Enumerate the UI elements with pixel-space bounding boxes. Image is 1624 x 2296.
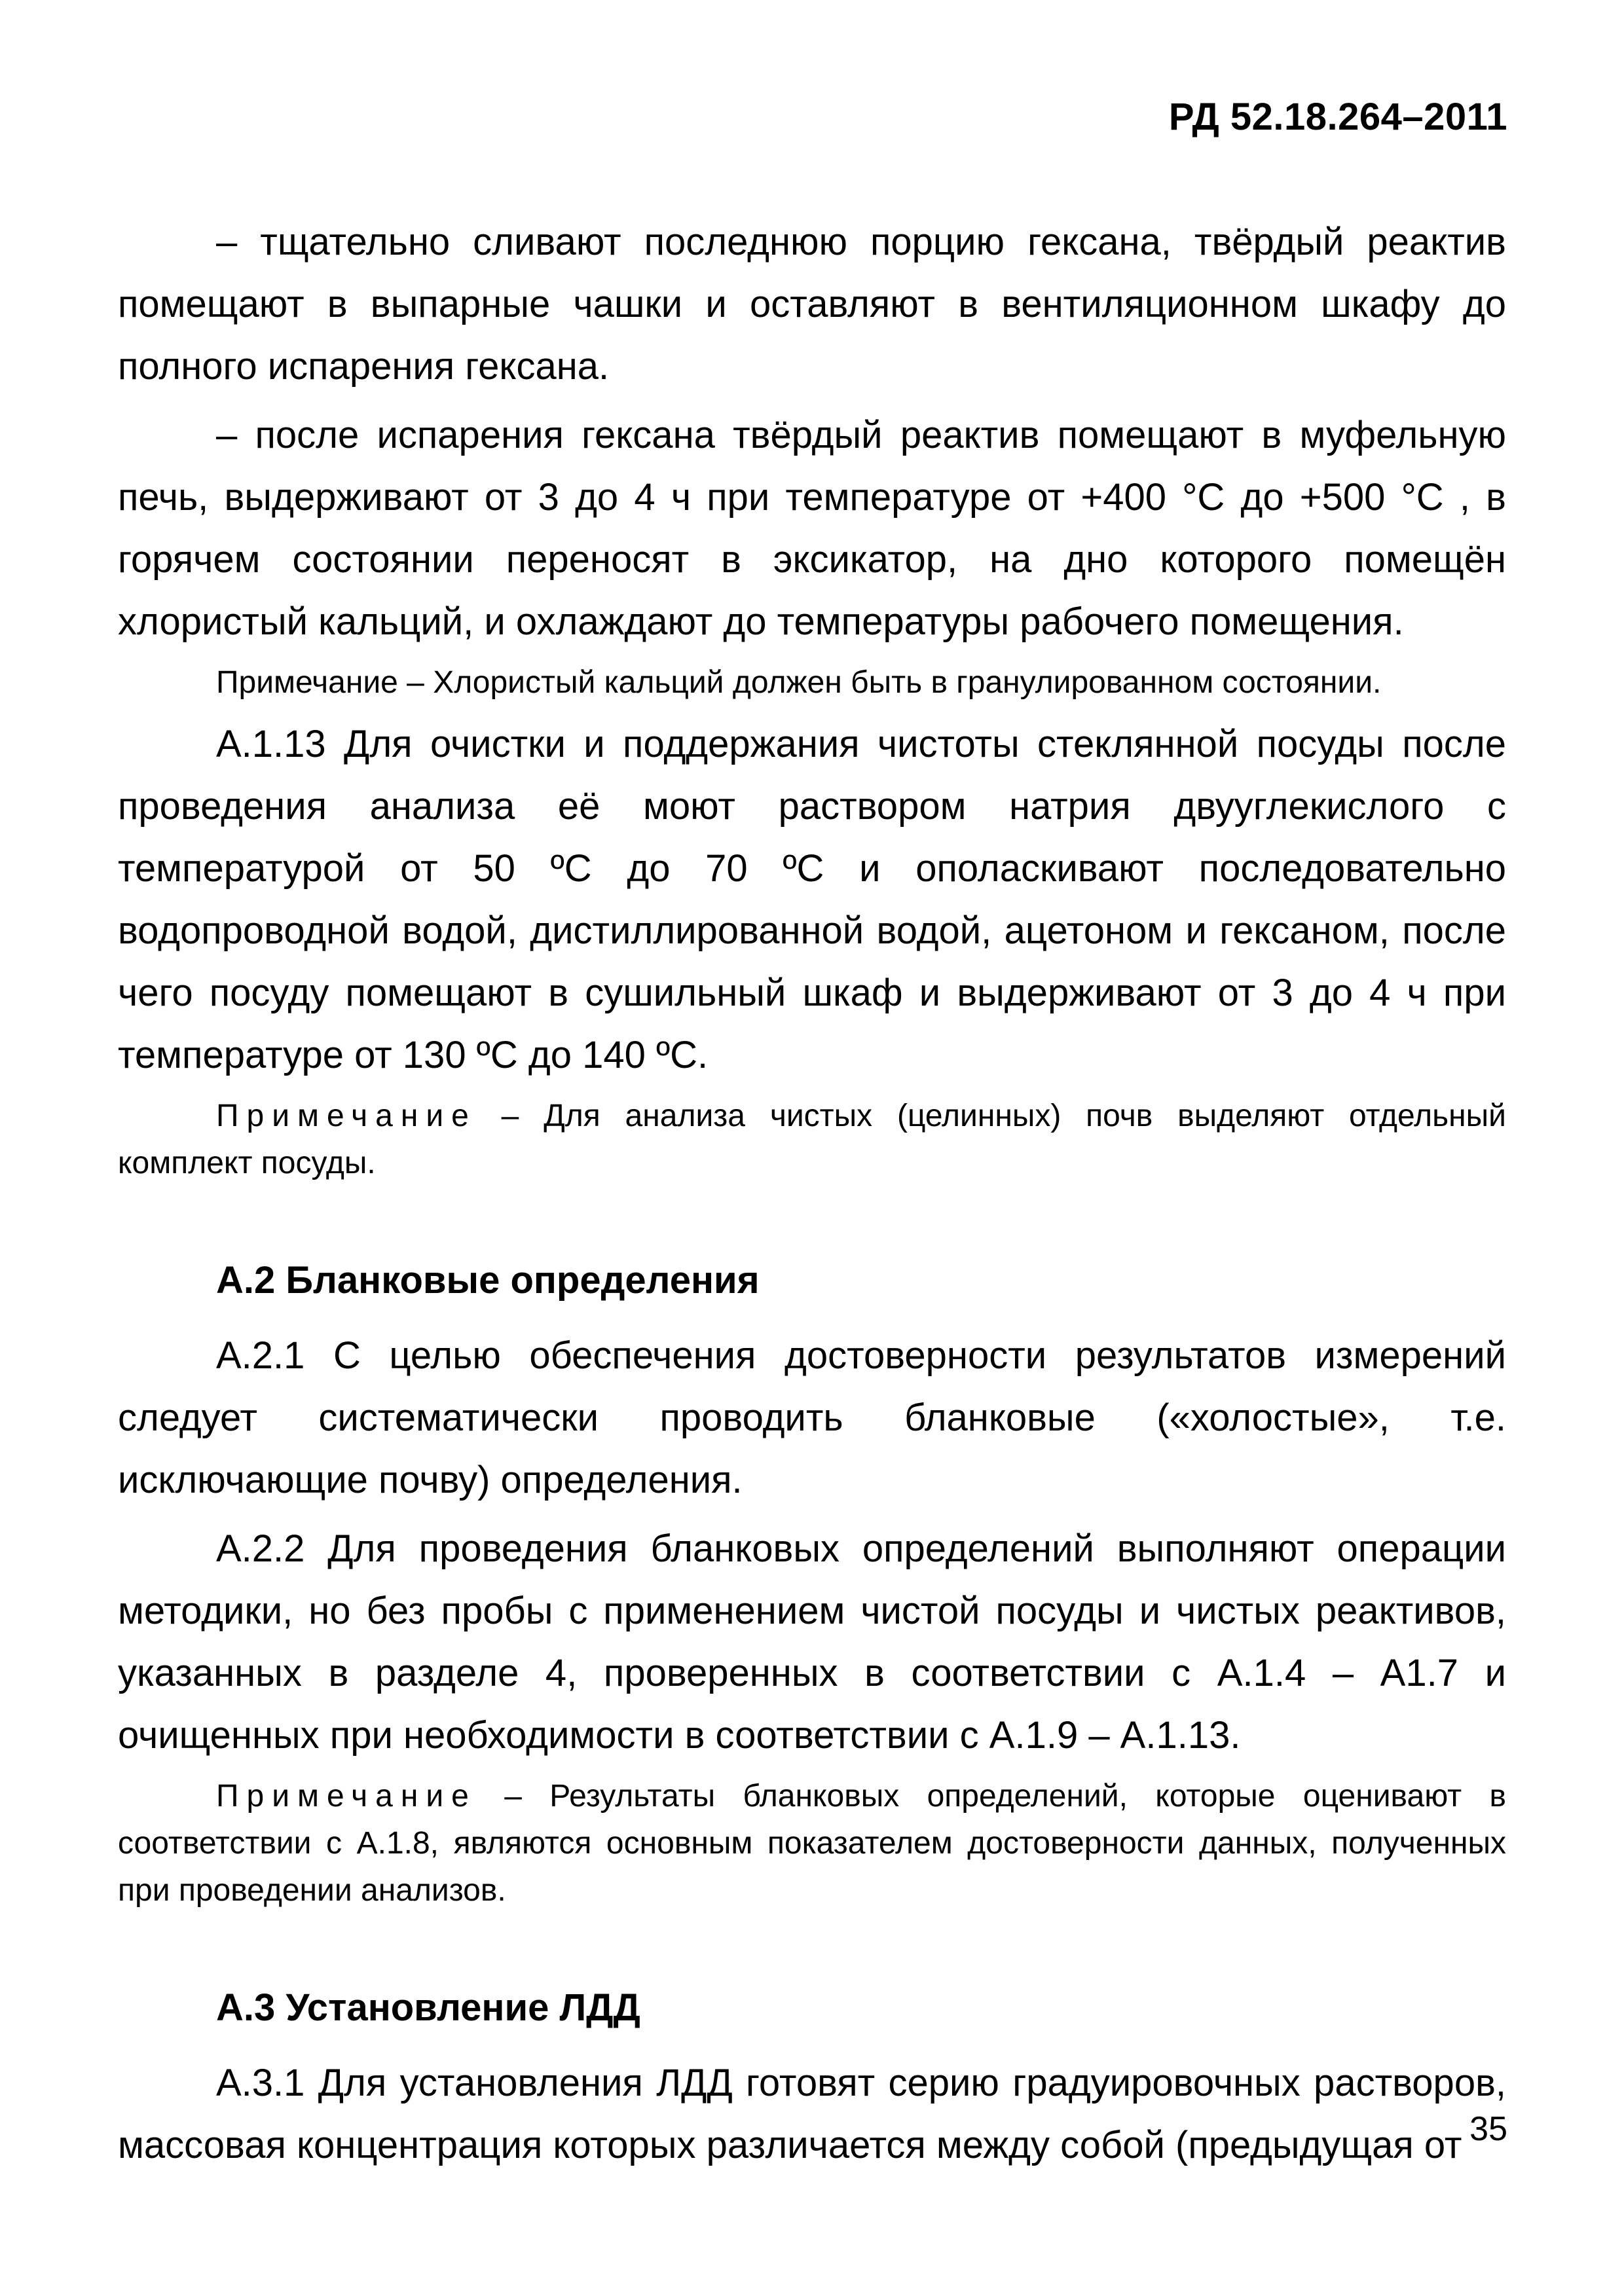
note-label: Примечание xyxy=(216,1099,477,1133)
page-number: 35 xyxy=(1469,2110,1507,2148)
page-content xyxy=(118,211,1506,2176)
note-separate-glassware xyxy=(118,1093,1506,1187)
note-calcium-chloride: Примечание – Хлористый кальций должен быть в гранулированном состоянии. xyxy=(216,665,1382,700)
document-code: РД 52.18.264–2011 xyxy=(1168,96,1507,138)
note-blank-results xyxy=(118,1773,1506,1914)
paragraph-a-1-13: А.1.13 Для очистки и поддержания чистоты стеклянной посуды после проведения анализа её моют раствором натрия двууглекислого с температурой от 50 ºС до 70 ºС и ополаскивают последовательно водопроводной водой, дистиллированной водой, ацетоном и гексаном, после чего посуду помещают в сушильный шкаф и выдерживают от 3 до 4 ч при температуре от 130 ºС до 140 ºС. xyxy=(118,723,1506,1076)
paragraph-a-2-2: А.2.2 Для проведения бланковых определений выполняют операции методики, но без пробы с применением чистой посуды и чистых реактивов, указанных в разделе 4, проверенных в соответствии с А.1.4 – А1.7 и очищенных при необходимости в соответствии с А.1.9 – А.1.13. xyxy=(118,1527,1506,1757)
paragraph-hexane-drain: – тщательно сливают последнюю порцию гексана, твёрдый реактив помещают в выпарные чашки и оставляют в вентиляционном шкафу до полного испарения гексана. xyxy=(118,221,1506,388)
section-heading-a3: А.3 Установление ЛДД xyxy=(216,1986,640,2029)
paragraph-a-3-1: А.3.1 Для установления ЛДД готовят серию градуировочных растворов, массовая концентрация которых различается между собой (предыдущая от xyxy=(118,2062,1506,2166)
paragraph-a-2-1: А.2.1 С целью обеспечения достоверности результатов измерений следует систематически проводить бланковые («холостые», т.е. исключающие почву) определения. xyxy=(118,1334,1506,1501)
section-heading-a2: А.2 Бланковые определения xyxy=(216,1259,760,1302)
paragraph-muffle-furnace: – после испарения гексана твёрдый реактив помещают в муфельную печь, выдерживают от 3 до 4 ч при температуре от +400 °С до +500 °С , в горячем состоянии переносят в эксикатор, на дно которого помещён хлористый кальций, и охлаждают до температуры рабочего помещения. xyxy=(118,414,1506,643)
note-text: – Результаты бланковых определений, которые оценивают в соответствии с А.1.8, являются основным показателем достоверности данных, полученных при проведении анализов. xyxy=(118,1779,1506,1908)
note-label: Примечание xyxy=(216,1779,477,1813)
note-text: – Для анализа чистых (целинных) почв выделяют отдельный комплект посуды. xyxy=(118,1099,1506,1180)
